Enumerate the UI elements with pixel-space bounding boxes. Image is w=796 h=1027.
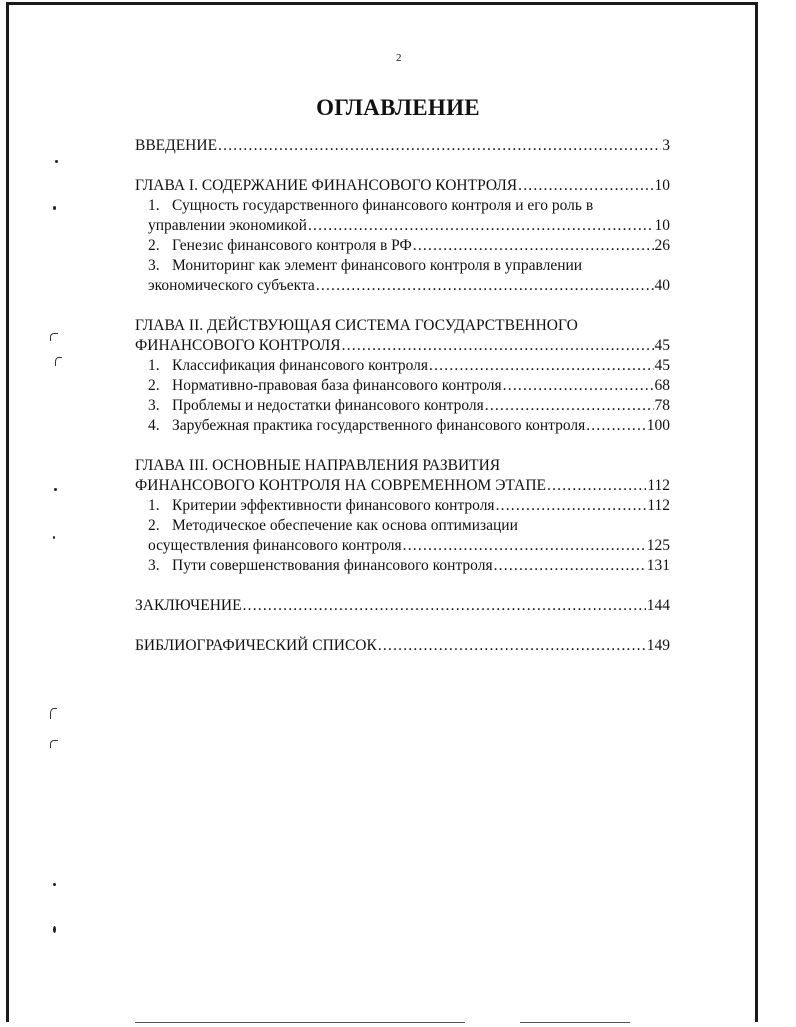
toc-page-number: 144	[646, 597, 670, 614]
toc-section[interactable]	[148, 516, 670, 556]
toc-chapter-2	[135, 316, 670, 436]
toc-entry-label: ГЛАВА III. ОСНОВНЫЕ НАПРАВЛЕНИЯ РАЗВИТИЯ	[135, 457, 501, 474]
dot-leader	[494, 556, 646, 576]
section-number: 2.	[148, 237, 160, 254]
dot-leader	[496, 496, 647, 516]
toc-entry-label: Сущность государственного финансового контроля и его роль в	[172, 197, 594, 214]
toc-page-number: 112	[647, 497, 670, 514]
section-number: 2.	[148, 517, 160, 534]
toc-entry-conclusion[interactable]	[135, 596, 670, 616]
toc-section[interactable]	[148, 496, 670, 516]
toc-chapter-heading[interactable]	[135, 316, 670, 356]
toc-entry-label: ФИНАНСОВОГО КОНТРОЛЯ	[135, 337, 341, 354]
toc-entry-label: Зарубежная практика государственного финансового контроля	[172, 417, 586, 434]
scan-speck	[50, 740, 58, 748]
section-number: 1.	[148, 497, 160, 514]
toc-page-number: 112	[647, 477, 670, 494]
page-title: ОГЛАВЛЕНИЕ	[316, 95, 480, 120]
dot-leader	[342, 336, 654, 356]
dot-leader	[518, 176, 653, 196]
dot-leader	[485, 396, 654, 416]
scan-speck	[50, 333, 58, 341]
toc-entry-label: Методическое обеспечение как основа оптимизации	[172, 517, 518, 534]
dot-leader	[308, 216, 654, 236]
toc-chapter-heading[interactable]	[135, 456, 670, 496]
toc-entry-label: Нормативно-правовая база финансового контроля	[172, 377, 502, 394]
toc-entry-label: Пути совершенствования финансового контроля	[172, 557, 493, 574]
toc-section[interactable]	[148, 256, 670, 296]
scan-speck	[50, 708, 57, 719]
toc-entry-label: экономического субъекта	[148, 277, 315, 294]
dot-leader	[503, 376, 654, 396]
toc-section[interactable]	[148, 356, 670, 376]
toc-chapter-3	[135, 456, 670, 576]
page-border-top	[8, 2, 758, 5]
toc-page-number: 149	[646, 637, 670, 654]
toc-page-number: 78	[654, 397, 670, 414]
toc-page-number: 100	[646, 417, 670, 434]
toc-chapter-heading[interactable]	[135, 176, 670, 196]
scan-speck	[53, 206, 56, 210]
section-number: 2.	[148, 377, 160, 394]
dot-leader	[316, 276, 654, 296]
toc-page-number: 45	[654, 337, 670, 354]
toc-section[interactable]	[148, 376, 670, 396]
dot-leader	[413, 236, 654, 256]
dot-leader	[218, 136, 661, 156]
page-border-right	[755, 2, 758, 1022]
scan-speck	[54, 488, 57, 491]
toc-entry-label: БИБЛИОГРАФИЧЕСКИЙ СПИСОК	[135, 637, 377, 654]
toc-entry-label: ВВЕДЕНИЕ	[135, 137, 218, 154]
toc-entry-label: Классификация финансового контроля	[172, 357, 429, 374]
toc-page-number: 125	[646, 537, 670, 554]
toc-entry-label: Мониторинг как элемент финансового контроля в управлении	[172, 257, 583, 274]
toc-section[interactable]	[148, 416, 670, 436]
dot-leader	[586, 416, 646, 436]
toc-page-number: 10	[654, 217, 670, 234]
section-number: 3.	[148, 397, 160, 414]
toc-entry-introduction[interactable]	[135, 136, 670, 156]
scan-speck	[53, 883, 56, 886]
scan-bottom-line	[135, 1022, 465, 1023]
dot-leader	[378, 636, 646, 656]
toc-section[interactable]	[148, 196, 670, 236]
section-number: 3.	[148, 557, 160, 574]
toc-entry-label: Генезис финансового контроля в РФ	[172, 237, 412, 254]
toc-entry-label: осуществления финансового контроля	[148, 537, 402, 554]
page-border-left	[6, 2, 9, 1022]
toc-page-number: 26	[654, 237, 670, 254]
toc-page-number: 45	[654, 357, 670, 374]
table-of-contents	[135, 136, 670, 656]
toc-entry-bibliography[interactable]	[135, 636, 670, 656]
toc-page-number: 131	[646, 557, 670, 574]
toc-section[interactable]	[148, 396, 670, 416]
toc-chapter-1	[135, 176, 670, 296]
dot-leader	[243, 596, 646, 616]
toc-entry-label: Проблемы и недостатки финансового контроля	[172, 397, 484, 414]
scan-speck	[53, 926, 56, 933]
dot-leader	[429, 356, 653, 376]
toc-page-number: 68	[654, 377, 670, 394]
scan-speck	[53, 536, 55, 539]
scan-speck	[55, 357, 62, 366]
dot-leader	[403, 536, 646, 556]
toc-page-number: 40	[654, 277, 670, 294]
section-number: 4.	[148, 417, 160, 434]
section-number: 1.	[148, 357, 160, 374]
scan-bottom-line	[520, 1022, 630, 1023]
toc-entry-label: Критерии эффективности финансового контроля	[172, 497, 495, 514]
toc-section[interactable]	[148, 556, 670, 576]
section-number: 1.	[148, 197, 160, 214]
page-number: 2	[396, 52, 402, 64]
toc-entry-label: ФИНАНСОВОГО КОНТРОЛЯ НА СОВРЕМЕННОМ ЭТАПЕ	[135, 477, 546, 494]
toc-entry-label: управлении экономикой	[148, 217, 307, 234]
toc-entry-label: ГЛАВА II. ДЕЙСТВУЮЩАЯ СИСТЕМА ГОСУДАРСТВЕННОГО	[135, 317, 578, 334]
toc-page-number: 3	[662, 137, 670, 154]
toc-entry-label: ЗАКЛЮЧЕНИЕ	[135, 597, 242, 614]
dot-leader	[547, 476, 646, 496]
scan-speck	[55, 160, 58, 163]
toc-entry-label: ГЛАВА I. СОДЕРЖАНИЕ ФИНАНСОВОГО КОНТРОЛЯ	[135, 177, 518, 194]
toc-section[interactable]	[148, 236, 670, 256]
section-number: 3.	[148, 257, 160, 274]
toc-page-number: 10	[654, 177, 670, 194]
